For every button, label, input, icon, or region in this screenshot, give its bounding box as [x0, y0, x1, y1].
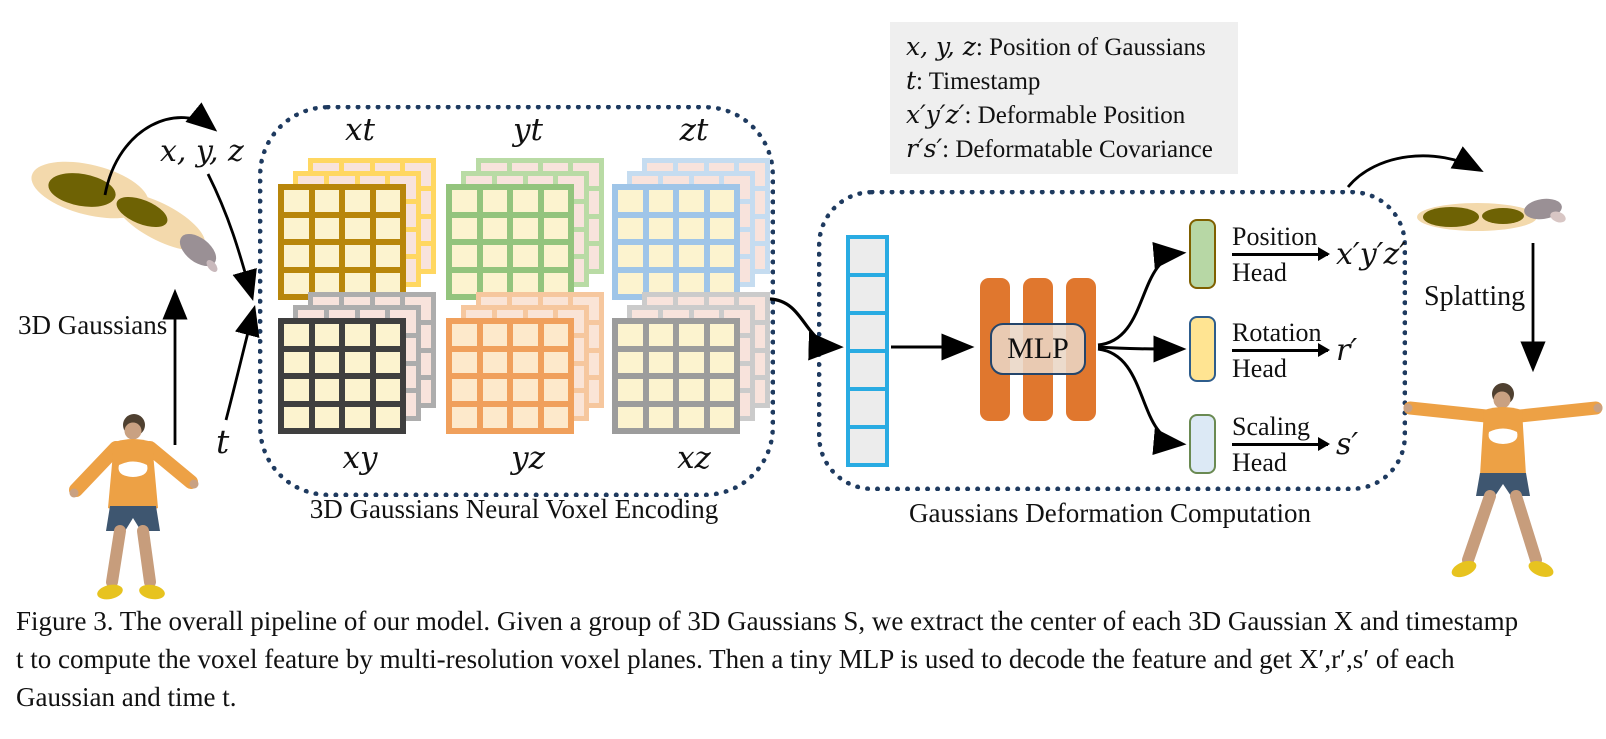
- legend-box: [890, 22, 1238, 174]
- plane-xz: [612, 292, 776, 486]
- plane-zt-label: zt: [679, 112, 709, 148]
- xyz-label: x, y, z: [160, 134, 244, 169]
- scaling-result: s′: [1336, 427, 1359, 462]
- position-head-rect: [1189, 219, 1216, 289]
- plane-xz-label: xz: [677, 440, 711, 476]
- arrow-deform-to-arm: [1348, 156, 1480, 187]
- caption-line-1: Figure 3. The overall pipeline of our model. Given a group of 3D Gaussians S, we extract the center of each 3D Gaussian X and timestamp: [16, 606, 1519, 636]
- plane-xy: [278, 292, 442, 486]
- voxel-grid-stack-yz: [446, 292, 610, 440]
- feature-vector: [846, 235, 889, 467]
- input-person-image: [48, 410, 213, 610]
- plane-zt: [612, 112, 776, 306]
- arrow-t-to-box: [226, 309, 254, 420]
- deformation-title: Gaussians Deformation Computation: [909, 498, 1311, 528]
- plane-yt-label: yt: [513, 112, 543, 148]
- voxel-grid-stack-xt: [278, 158, 442, 306]
- mlp-label: MLP: [990, 323, 1086, 375]
- rotation-head-arrow: [1232, 349, 1328, 352]
- rotation-result: r′: [1336, 333, 1358, 368]
- output-gaussian-arm-image: [1415, 192, 1567, 238]
- voxel-grid-stack-xy: [278, 292, 442, 440]
- legend-item-xyz: x, y, z: Position of Gaussians: [906, 32, 1206, 61]
- legend-item-rs-prime: r′s′: Deformatable Covariance: [906, 134, 1213, 163]
- caption-line-3: Gaussian and time t.: [16, 682, 237, 712]
- output-person-image: [1398, 380, 1606, 585]
- plane-xt: [278, 112, 442, 306]
- plane-yz: [446, 292, 610, 486]
- voxel-grid-stack-zt: [612, 158, 776, 306]
- rotation-head-label: $\frac{\text{Rotation}}{\text{Head}}$ r′: [1232, 318, 1358, 383]
- position-result: x′y′z′: [1336, 237, 1407, 272]
- scaling-head-rect: [1189, 414, 1216, 474]
- encoding-title: 3D Gaussians Neural Voxel Encoding: [309, 494, 719, 524]
- plane-yz-label: yz: [511, 440, 545, 476]
- plane-xy-label: xy: [342, 440, 378, 476]
- scaling-head-label: $\frac{\text{Scaling}}{\text{Head}}$ s′: [1232, 412, 1359, 477]
- legend-item-xyz-prime: x′y′z′: Deformable Position: [906, 100, 1186, 129]
- scaling-head-arrow: [1232, 443, 1328, 446]
- gaussians-label: 3D Gaussians: [18, 310, 168, 340]
- legend-item-t: t: Timestamp: [906, 66, 1041, 95]
- rotation-head-rect: [1189, 316, 1216, 382]
- figure-caption: [16, 602, 1596, 716]
- plane-yt: [446, 112, 610, 306]
- position-head-label: $\frac{\text{Position}}{\text{Head}}$ x′y′z′: [1232, 222, 1407, 287]
- voxel-grid-stack-xz: [612, 292, 776, 440]
- voxel-grid-stack-yt: [446, 158, 610, 306]
- caption-line-2: t to compute the voxel feature by multi-resolution voxel planes. Then a tiny MLP is used to decode the feature and get X′,r′,s′ of each: [16, 644, 1455, 674]
- splatting-label: Splatting: [1424, 281, 1526, 312]
- position-head-arrow: [1232, 253, 1328, 256]
- plane-xt-label: xt: [345, 112, 375, 148]
- t-label: t: [216, 422, 230, 461]
